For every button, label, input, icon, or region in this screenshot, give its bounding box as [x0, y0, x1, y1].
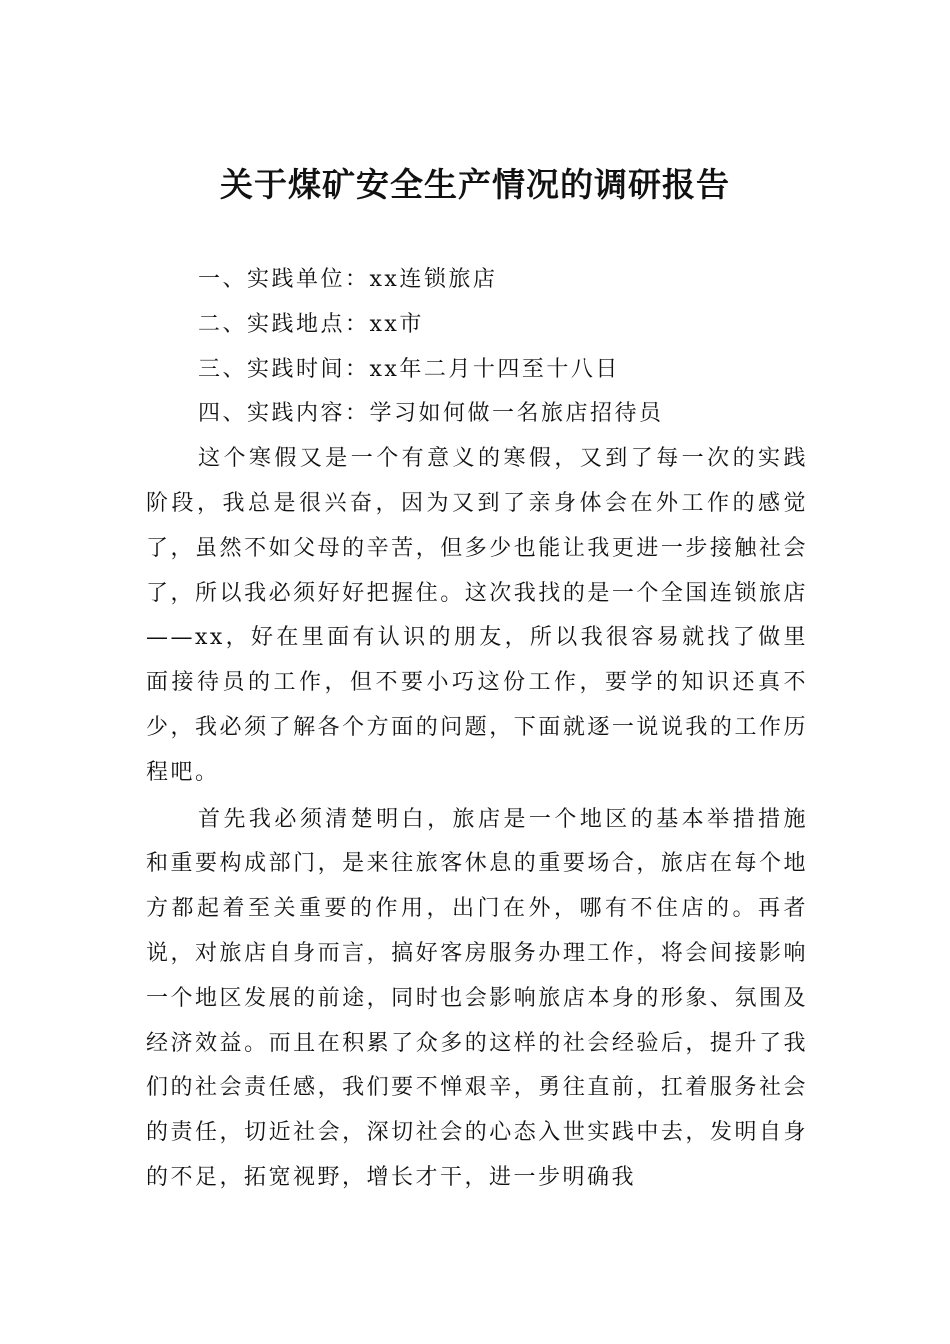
- document-title: 关于煤矿安全生产情况的调研报告: [220, 165, 730, 204]
- paragraph-intro: 这个寒假又是一个有意义的寒假，又到了每一次的实践阶段，我总是很兴奋，因为又到了亲身体会在外工作的感觉了，虽然不如父母的辛苦，但多少也能让我更进一步接触社会了，所以我必须好好把握住。这次我找的是一个全国连锁旅店——xx，好在里面有认识的朋友，所以我很容易就找了做里面接待员的工作，但不要小巧这份工作，要学的知识还真不少，我必须了解各个方面的问题，下面就逐一说说我的工作历程吧。: [146, 446, 808, 785]
- paragraph-hotel-importance: 首先我必须清楚明白，旅店是一个地区的基本举措措施和重要构成部门，是来往旅客休息的重要场合，旅店在每个地方都起着至关重要的作用，出门在外，哪有不住店的。再者说，对旅店自身而言，搞好客房服务办理工作，将会间接影响一个地区发展的前途，同时也会影响旅店本身的形象、氛围及经济效益。而且在积累了众多的这样的社会经验后，提升了我们的社会责任感，我们要不惮艰辛，勇往直前，扛着服务社会的责任，切近社会，深切社会的心态入世实践中去，发明自身的不足，拓宽视野，增长才干，进一步明确我: [146, 806, 808, 1190]
- info-line-time: 三、实践时间：xx年二月十四至十八日: [198, 356, 620, 382]
- document-body: [146, 258, 808, 1201]
- info-line-content: 四、实践内容：学习如何做一名旅店招待员: [198, 401, 664, 427]
- info-line-location: 二、实践地点：xx市: [198, 311, 424, 337]
- info-line-unit: 一、实践单位：xx连锁旅店: [198, 267, 498, 292]
